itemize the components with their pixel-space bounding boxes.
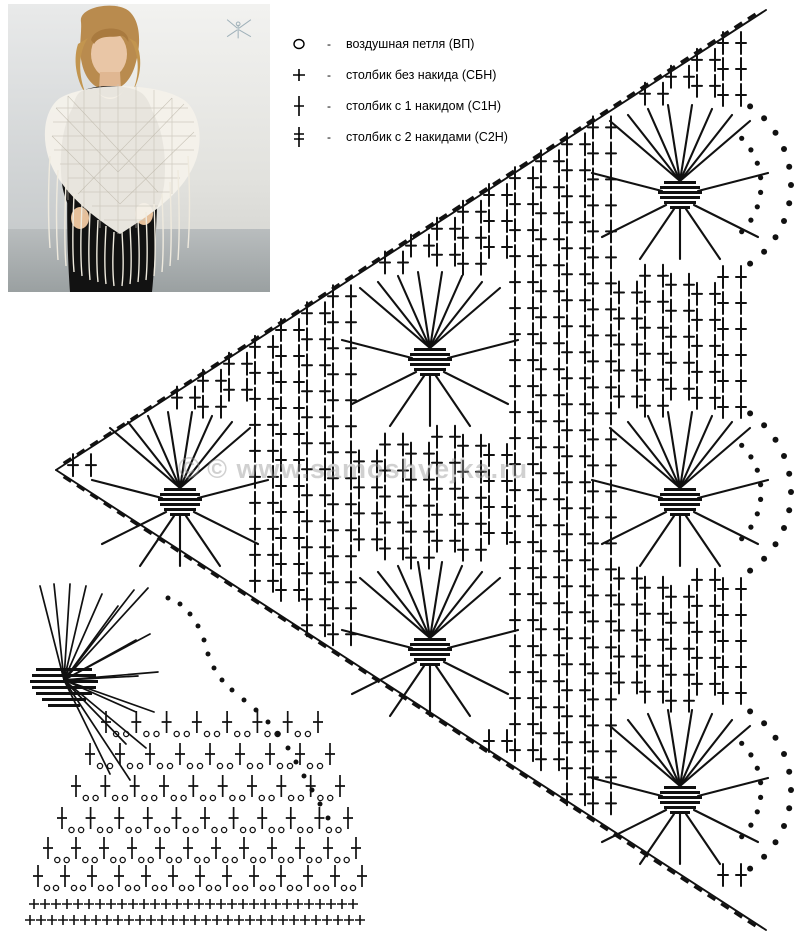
legend-label: столбик с 2 накидами (С2Н) [346,129,508,144]
legend-dash: - [327,36,331,51]
legend-dash: - [327,129,331,144]
copyright-icon: © [178,452,202,485]
legend-dash: - [327,98,331,113]
border-detail-chart [18,572,370,932]
legend-label: воздушная петля (ВП) [346,36,475,51]
legend-label: столбик с 1 накидом (С1Н) [346,98,501,113]
legend-dash: - [327,67,331,82]
legend-label: столбик без накида (СБН) [346,67,497,82]
watermark-text: © www.samoshvejka.ru [207,454,529,484]
